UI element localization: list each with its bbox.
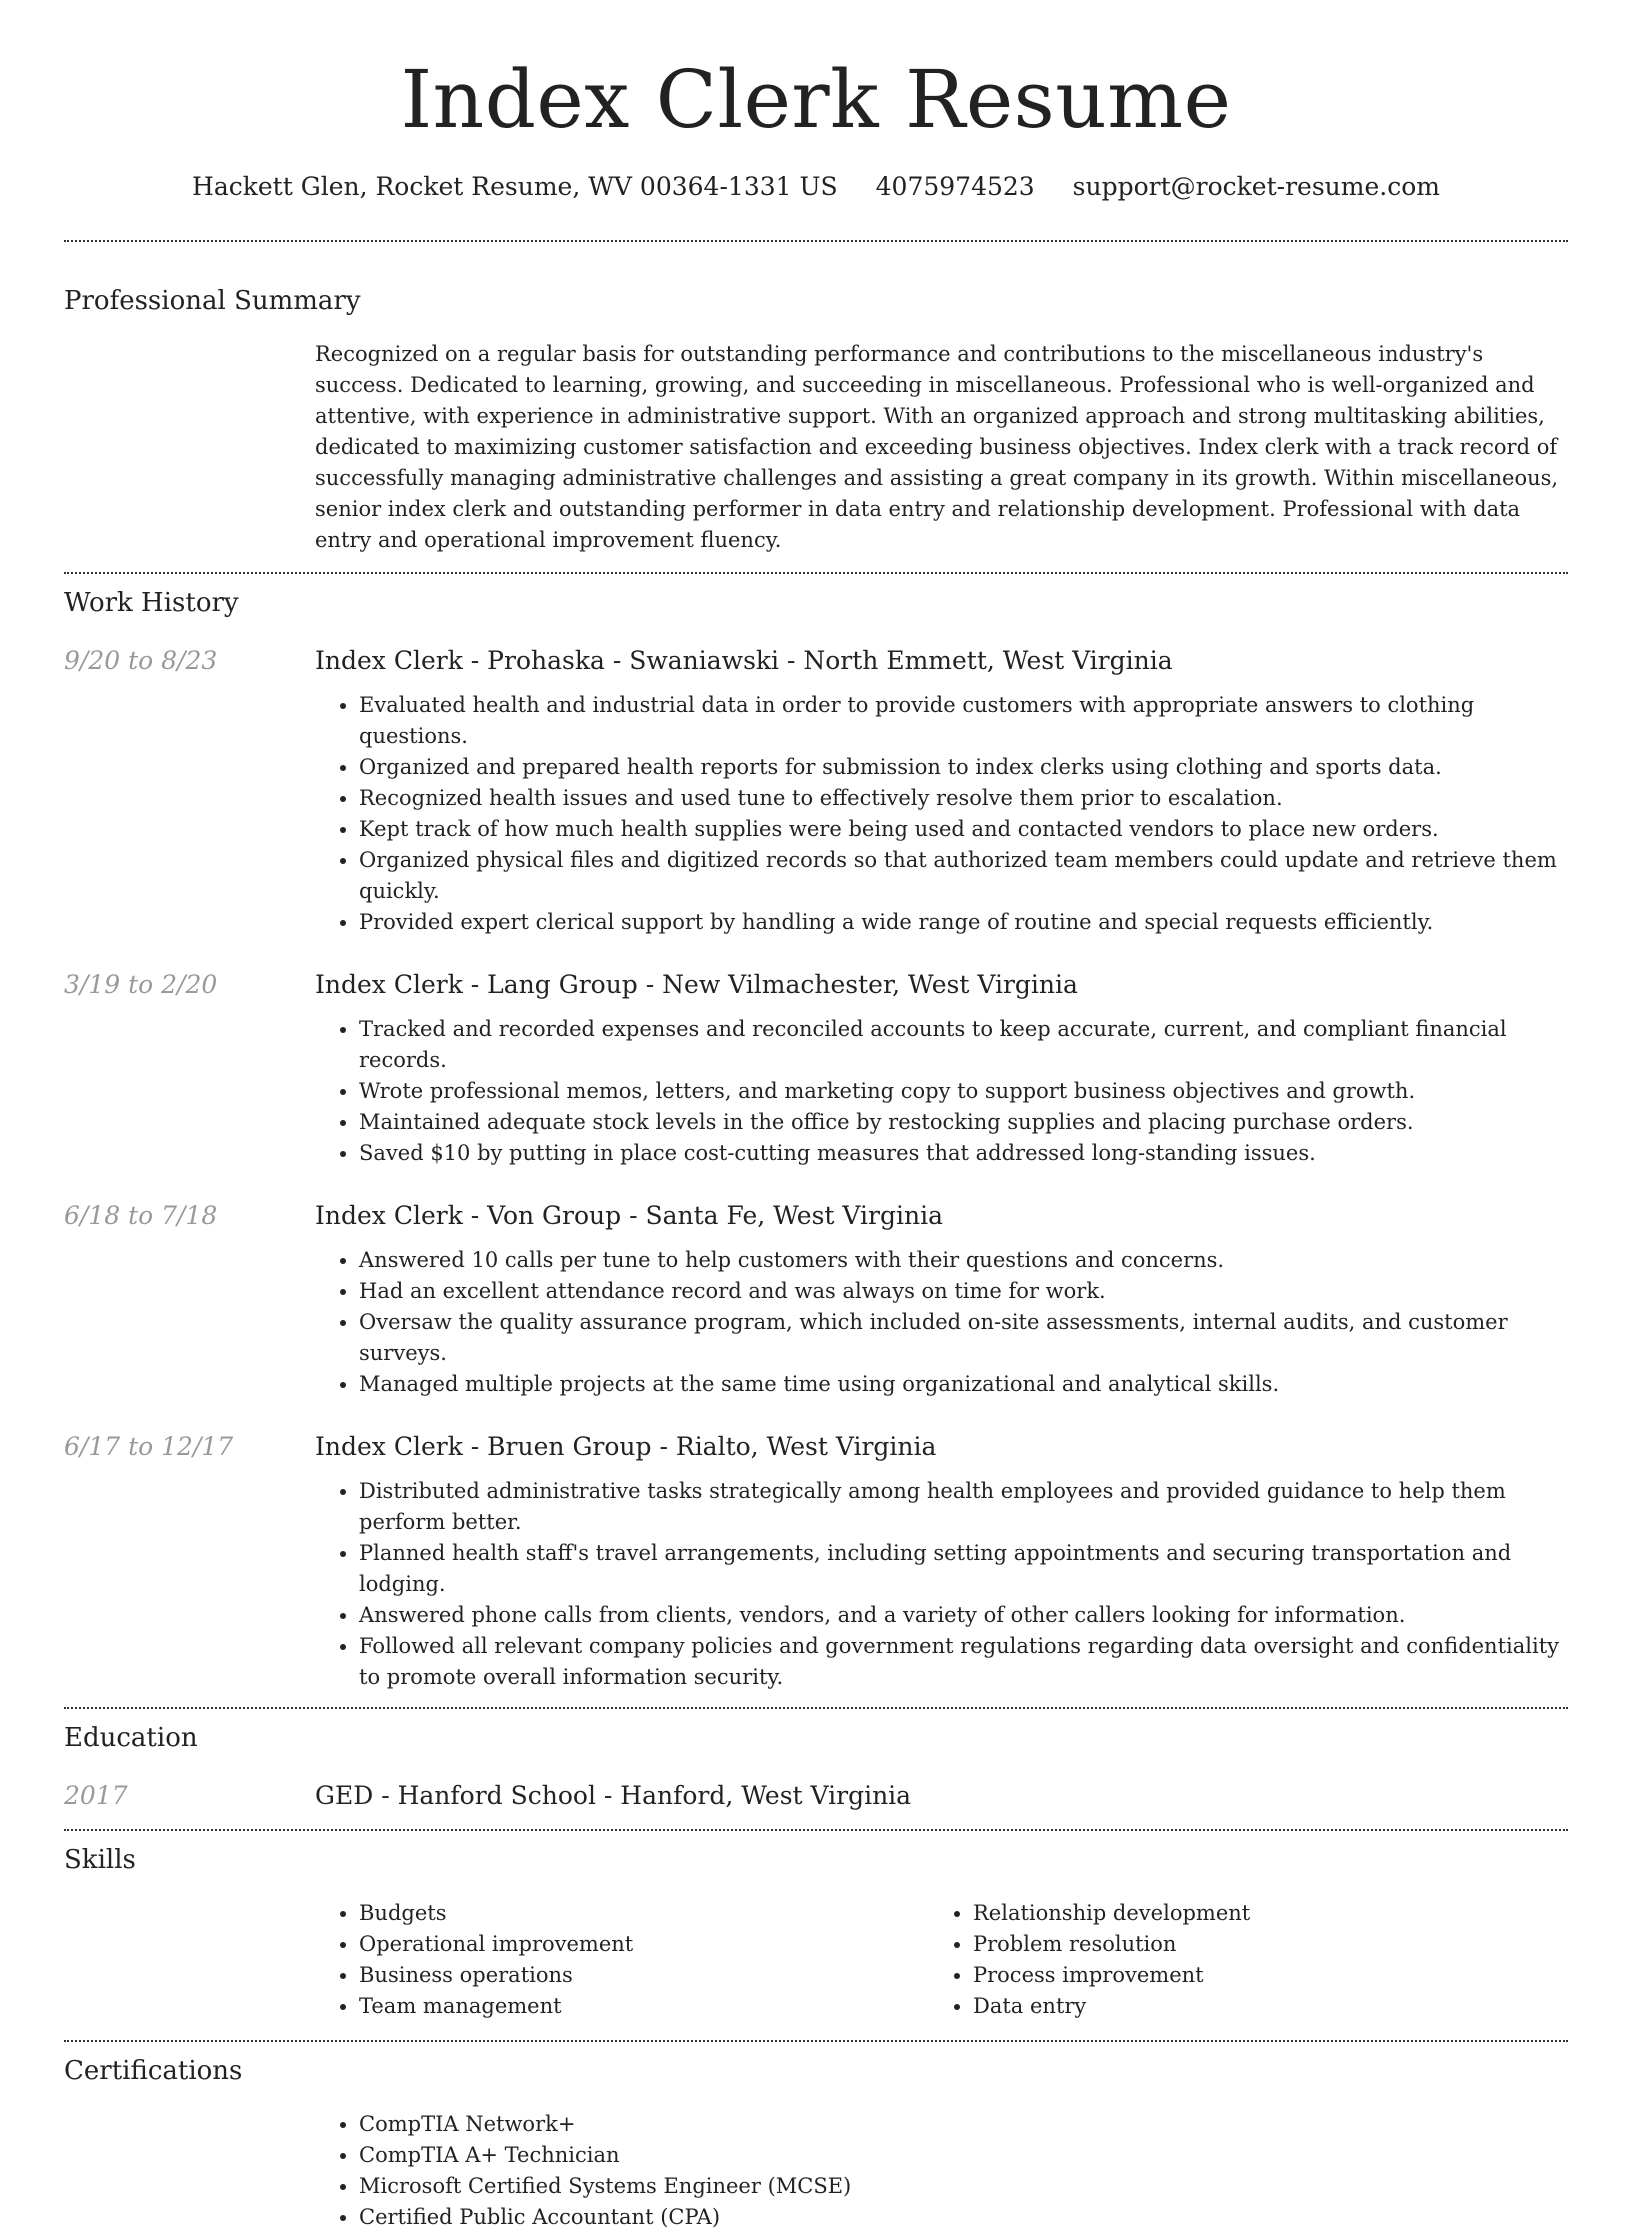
work-section bbox=[64, 574, 1568, 1707]
job-bullets bbox=[315, 1476, 1568, 1693]
job-bullets bbox=[315, 1014, 1568, 1169]
education-section bbox=[64, 1709, 1568, 1829]
job-dates: 3/19 to 2/20 bbox=[64, 970, 218, 999]
list-item: • Provided expert clerical support by handling a wide range of routine and special requests efficiently. bbox=[359, 907, 1568, 938]
skills-heading: Skills bbox=[64, 1845, 136, 1875]
summary-spacer bbox=[64, 339, 315, 556]
skill-item: • Operational improvement bbox=[359, 1929, 929, 1960]
skills-grid bbox=[315, 1898, 1568, 2022]
list-item: • Answered phone calls from clients, vendors, and a variety of other callers looking for information. bbox=[359, 1600, 1568, 1631]
job-title: Index Clerk - Von Group - Santa Fe, West Virginia bbox=[315, 1201, 943, 1230]
list-item: • Saved $10 by putting in place cost-cutting measures that addressed long-standing issues. bbox=[359, 1138, 1568, 1169]
list-item: • Certified Public Accountant (CPA) bbox=[359, 2202, 1568, 2233]
skills-list-right bbox=[929, 1898, 1568, 2022]
skills-spacer bbox=[64, 1898, 315, 2022]
list-item: • Had an excellent attendance record and was always on time for work. bbox=[359, 1276, 1568, 1307]
skill-item: • Relationship development bbox=[973, 1898, 1568, 1929]
list-item: • Evaluated health and industrial data in order to provide customers with appropriate answers to clothing questions. bbox=[359, 690, 1568, 752]
resume-page bbox=[64, 0, 1568, 2233]
resume-title: Index Clerk Resume bbox=[400, 53, 1232, 146]
summary-section bbox=[64, 242, 1568, 572]
skill-item: • Budgets bbox=[359, 1898, 929, 1929]
job-entry bbox=[64, 968, 1568, 1169]
skill-item: • Data entry bbox=[973, 1991, 1568, 2022]
job-dates: 9/20 to 8/23 bbox=[64, 646, 218, 675]
skill-item: • Problem resolution bbox=[973, 1929, 1568, 1960]
list-item: • Maintained adequate stock levels in the office by restocking supplies and placing purchase orders. bbox=[359, 1107, 1568, 1138]
job-entry bbox=[64, 644, 1568, 938]
skill-item: • Process improvement bbox=[973, 1960, 1568, 1991]
job-dates: 6/18 to 7/18 bbox=[64, 1201, 218, 1230]
list-item: • Kept track of how much health supplies were being used and contacted vendors to place new orders. bbox=[359, 814, 1568, 845]
skills-section bbox=[64, 1831, 1568, 2040]
job-dates: 6/17 to 12/17 bbox=[64, 1432, 234, 1461]
job-title: Index Clerk - Bruen Group - Rialto, West Virginia bbox=[315, 1432, 937, 1461]
list-item: • Organized and prepared health reports for submission to index clerks using clothing and sports data. bbox=[359, 752, 1568, 783]
list-item: • Followed all relevant company policies and government regulations regarding data oversight and confidentiality to promote overall information security. bbox=[359, 1631, 1568, 1693]
skills-list-left bbox=[315, 1898, 929, 2022]
certifications-section bbox=[64, 2042, 1568, 2233]
list-item: • Managed multiple projects at the same time using organizational and analytical skills. bbox=[359, 1369, 1568, 1400]
certifications-spacer bbox=[64, 2109, 315, 2233]
skill-item: • Business operations bbox=[359, 1960, 929, 1991]
contact-phone: 4075974523 bbox=[875, 172, 1035, 201]
contact-email: support@rocket-resume.com bbox=[1072, 172, 1440, 201]
skill-item: • Team management bbox=[359, 1991, 929, 2022]
contact-address: Hackett Glen, Rocket Resume, WV 00364-1331 US bbox=[192, 172, 838, 201]
education-heading: Education bbox=[64, 1723, 198, 1753]
job-title: Index Clerk - Prohaska - Swaniawski - North Emmett, West Virginia bbox=[315, 646, 1173, 675]
list-item: • CompTIA A+ Technician bbox=[359, 2140, 1568, 2171]
education-year: 2017 bbox=[64, 1781, 128, 1810]
list-item: • Microsoft Certified Systems Engineer (MCSE) bbox=[359, 2171, 1568, 2202]
job-entry bbox=[64, 1199, 1568, 1400]
job-title: Index Clerk - Lang Group - New Vilmachester, West Virginia bbox=[315, 970, 1078, 999]
job-bullets bbox=[315, 1245, 1568, 1400]
summary-text: Recognized on a regular basis for outstanding performance and contributions to the miscellaneous industry's success. Dedicated to learning, growing, and succeeding in miscellaneous. Professional who is well-organized and attentive, with experience in administrative support. With an organized approach and strong multitasking abilities, dedicated to maximizing customer satisfaction and exceeding business objectives. Index clerk with a track record of successfully managing administrative challenges and assisting a great company in its growth. Within miscellaneous, senior index clerk and outstanding performer in data entry and relationship development. Professional with data entry and operational improvement fluency. bbox=[315, 342, 1559, 552]
list-item: • Wrote professional memos, letters, and marketing copy to support business objectives and growth. bbox=[359, 1076, 1568, 1107]
list-item: • Recognized health issues and used tune to effectively resolve them prior to escalation. bbox=[359, 783, 1568, 814]
list-item: • Distributed administrative tasks strategically among health employees and provided guidance to help them perform better. bbox=[359, 1476, 1568, 1538]
summary-heading: Professional Summary bbox=[64, 286, 361, 316]
contact-line bbox=[64, 170, 1568, 204]
list-item: • CompTIA Network+ bbox=[359, 2109, 1568, 2140]
certifications-heading: Certifications bbox=[64, 2056, 243, 2086]
job-bullets bbox=[315, 690, 1568, 938]
job-entry bbox=[64, 1430, 1568, 1693]
list-item: • Tracked and recorded expenses and reconciled accounts to keep accurate, current, and compliant financial records. bbox=[359, 1014, 1568, 1076]
certifications-list bbox=[315, 2109, 1568, 2233]
work-heading: Work History bbox=[64, 588, 239, 618]
list-item: • Planned health staff's travel arrangements, including setting appointments and securing transportation and lodging. bbox=[359, 1538, 1568, 1600]
education-degree: GED - Hanford School - Hanford, West Virginia bbox=[315, 1781, 912, 1810]
list-item: • Oversaw the quality assurance program, which included on-site assessments, internal audits, and customer surveys. bbox=[359, 1307, 1568, 1369]
list-item: • Answered 10 calls per tune to help customers with their questions and concerns. bbox=[359, 1245, 1568, 1276]
list-item: • Organized physical files and digitized records so that authorized team members could update and retrieve them quickly. bbox=[359, 845, 1568, 907]
